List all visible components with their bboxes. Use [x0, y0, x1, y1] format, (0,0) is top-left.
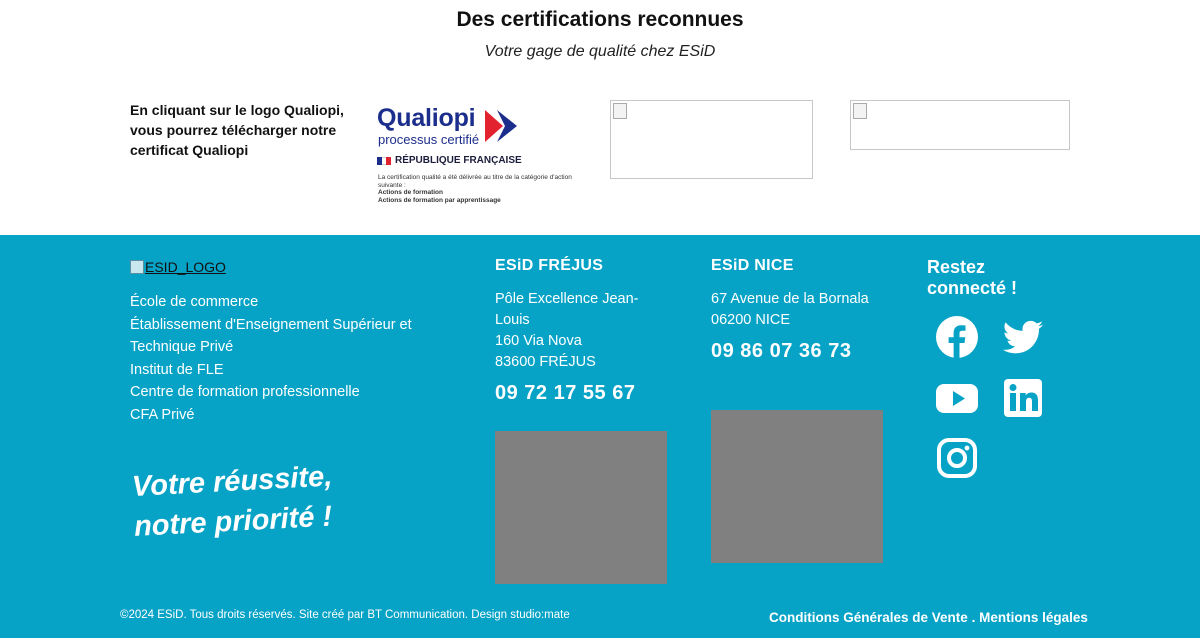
youtube-icon[interactable] [935, 376, 979, 420]
frejus-phone[interactable]: 09 72 17 55 67 [495, 382, 636, 404]
certifications-title: Des certifications reconnues [456, 8, 744, 31]
twitter-icon[interactable] [1001, 315, 1045, 359]
certification-image-3[interactable] [850, 100, 1070, 150]
site-footer [0, 235, 1200, 638]
instagram-icon[interactable] [935, 436, 979, 480]
nice-address-line: 06200 NICE [711, 312, 790, 328]
slogan-line-1: Votre réussite, [131, 460, 334, 503]
certifications-subtitle: Votre gage de qualité chez ESiD [484, 43, 716, 60]
frejus-address-line: 83600 FRÉJUS [495, 354, 596, 370]
frejus-column [495, 257, 660, 405]
legal-links [769, 610, 1088, 625]
qualiopi-tagline: processus certifié [378, 132, 480, 147]
cgv-link[interactable]: Conditions Générales de Vente [769, 610, 968, 625]
qualiopi-instructions: En cliquant sur le logo Qualiopi, vous pourrez télécharger notre certificat Qualiopi [130, 102, 344, 158]
nice-title: ESiD NICE [711, 257, 794, 274]
logo-alt-text: ESID_LOGO [145, 259, 226, 275]
identity-item: Institut de FLE [130, 361, 224, 378]
identity-item: Établissement d'Enseignement Supérieur et Technique Privé [130, 316, 412, 355]
broken-image-icon [613, 103, 627, 119]
facebook-icon[interactable] [935, 315, 979, 359]
identity-item: Centre de formation professionnelle [130, 384, 360, 400]
copyright: ©2024 ESiD. Tous droits réservés. Site créé par BT Communication. Design studio:mate [120, 609, 570, 621]
frejus-title: ESiD FRÉJUS [495, 257, 604, 274]
mentions-legales-link[interactable]: Mentions légales [979, 610, 1088, 625]
qualiopi-name: Qualiopi [377, 104, 476, 132]
qualiopi-logo-link[interactable] [377, 104, 587, 212]
broken-image-icon [853, 103, 867, 119]
identity-item: École de commerce [130, 294, 259, 310]
linkedin-icon[interactable] [1001, 376, 1045, 420]
slogan [131, 457, 335, 547]
qualiopi-fine-print [378, 174, 588, 204]
broken-image-icon [130, 260, 144, 274]
nice-address-line: 67 Avenue de la Bornala [711, 291, 869, 307]
nice-phone[interactable]: 09 86 07 36 73 [711, 340, 852, 362]
esid-logo[interactable] [130, 259, 226, 275]
nice-column [711, 257, 891, 363]
nice-map[interactable] [711, 410, 883, 563]
qualiopi-fine-text: La certification qualité a été délivrée au titre de la catégorie d'action suivante : [378, 174, 572, 189]
qualiopi-mark-icon [483, 108, 519, 144]
school-identity-list [130, 291, 450, 426]
frejus-address-line: Pôle Excellence Jean-Louis [495, 291, 639, 328]
republique-francaise [377, 155, 522, 166]
frejus-address-line: 160 Via Nova [495, 333, 582, 349]
social-title: Restez connecté ! [927, 257, 1018, 298]
qualiopi-action-1: Actions de formation [378, 189, 444, 196]
legal-separator: . [967, 610, 980, 625]
qualiopi-action-2: Actions de formation par apprentissage [378, 196, 501, 204]
slogan-line-2: notre priorité ! [133, 500, 333, 543]
frejus-map[interactable] [495, 431, 667, 584]
identity-item: CFA Privé [130, 406, 195, 423]
nice-address [711, 289, 891, 331]
certifications-section [0, 0, 1200, 235]
frejus-address [495, 289, 660, 373]
french-flag-icon [377, 157, 391, 165]
certification-image-2[interactable] [610, 100, 813, 179]
republique-label: RÉPUBLIQUE FRANÇAISE [395, 155, 522, 166]
